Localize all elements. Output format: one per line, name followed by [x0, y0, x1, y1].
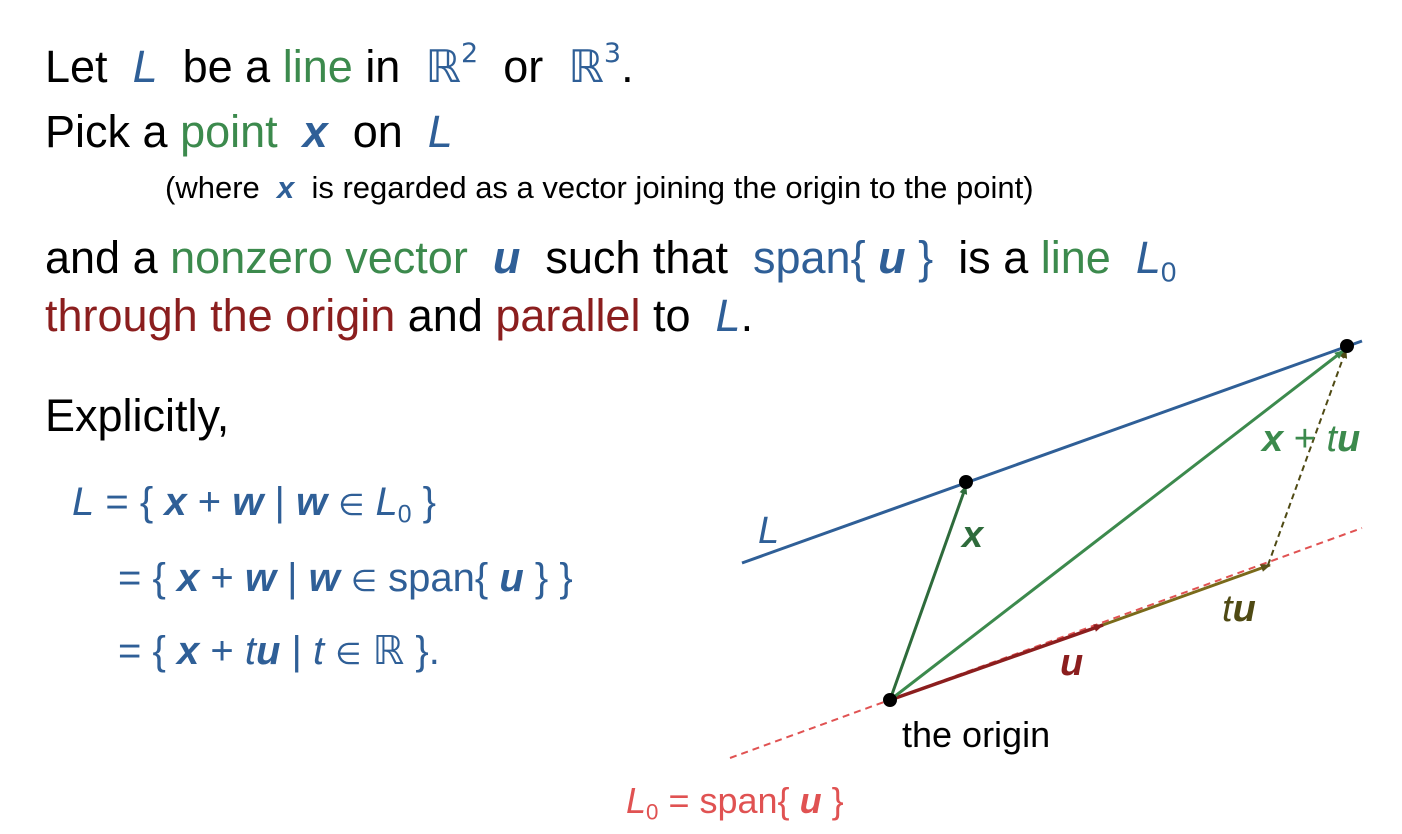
line-term-2: line	[1040, 232, 1111, 283]
eq2-u: u	[499, 556, 524, 600]
eq3-t2: t	[313, 629, 325, 673]
eq2-x: x	[176, 556, 200, 600]
eq3-close: }.	[415, 629, 440, 673]
eq1-L: L	[72, 480, 95, 524]
eq1-w2: w	[295, 480, 328, 524]
eq2-w: w	[244, 556, 276, 600]
line-term: line	[282, 41, 353, 92]
note-x-symbol: x	[277, 170, 295, 205]
on-text: on	[352, 106, 403, 157]
explicitly-text: Explicitly,	[45, 390, 230, 441]
and-a-text: and a	[45, 232, 158, 283]
be-a-text: be a	[182, 41, 271, 92]
x-symbol: x	[302, 106, 328, 157]
note-rest: is regarded as a vector joining the origin to the point)	[311, 170, 1034, 205]
eq2-bar: |	[287, 556, 298, 600]
eq1-open: = {	[105, 480, 154, 524]
eq2-plus: +	[210, 556, 234, 600]
eq3-in: ∈	[335, 638, 362, 671]
parallel-term: parallel	[495, 290, 641, 341]
eq3-t: t	[244, 629, 256, 673]
eq2-span: span{	[388, 556, 489, 600]
eq3-open: = {	[118, 629, 166, 673]
L-symbol-3: L	[715, 290, 741, 341]
eq2-close: } }	[534, 556, 573, 600]
label-L: L	[758, 510, 780, 552]
label-u: u	[1060, 642, 1084, 684]
point-x-plus-tu	[1340, 339, 1354, 353]
eq3-plus: +	[210, 629, 234, 673]
through-origin-term: through the origin	[45, 290, 396, 341]
R3-symbol: ℝ$^3$	[568, 37, 622, 93]
origin-label: the origin	[902, 714, 1051, 755]
L0-symbol: $L_0$	[1135, 232, 1177, 288]
eq3-u: u	[255, 629, 281, 673]
intro-period: .	[621, 41, 634, 92]
eq2-w2: w	[308, 556, 340, 600]
eq1-x: x	[164, 480, 187, 524]
point-origin	[883, 693, 897, 707]
L-symbol-2: L	[427, 106, 453, 157]
eq1-close: }	[422, 480, 437, 524]
let-text: Let	[45, 41, 108, 92]
note-open: (where	[165, 170, 260, 205]
eq3-bar: |	[291, 629, 302, 673]
label-x: x	[962, 514, 984, 556]
and-text: and	[407, 290, 483, 341]
nonzero-vector-term: nonzero vector	[170, 232, 468, 283]
eq1-in: ∈	[338, 489, 365, 522]
eq1-L0: $L_0$	[375, 480, 412, 529]
through-period: .	[740, 290, 754, 341]
eq3-R: ℝ	[372, 628, 405, 674]
label-tu: tu	[1222, 588, 1256, 630]
pick-a-text: Pick a	[45, 106, 168, 157]
in-text: in	[365, 41, 401, 92]
eq1-plus: +	[197, 480, 222, 524]
vector-x-plus-tu	[890, 351, 1343, 700]
L0-span-label: $L_0$ = span{ u }	[626, 780, 844, 825]
u-symbol: u	[492, 232, 521, 283]
span-u: span{ u }	[752, 232, 934, 283]
eq1-bar: |	[274, 480, 285, 524]
eq2-in: ∈	[350, 565, 377, 598]
vector-x	[890, 486, 966, 700]
or-text: or	[503, 41, 544, 92]
point-term: point	[180, 106, 278, 157]
R2-symbol: ℝ$^2$	[425, 37, 479, 93]
label-x-plus-tu: x + tu	[1262, 418, 1361, 460]
point-x	[959, 475, 973, 489]
to-text: to	[652, 290, 691, 341]
eq2-open: = {	[118, 556, 166, 600]
is-a-text: is a	[958, 232, 1029, 283]
such-that-text: such that	[545, 232, 728, 283]
eq1-w: w	[232, 480, 264, 524]
L-symbol: L	[132, 41, 158, 92]
eq3-x: x	[176, 629, 200, 673]
